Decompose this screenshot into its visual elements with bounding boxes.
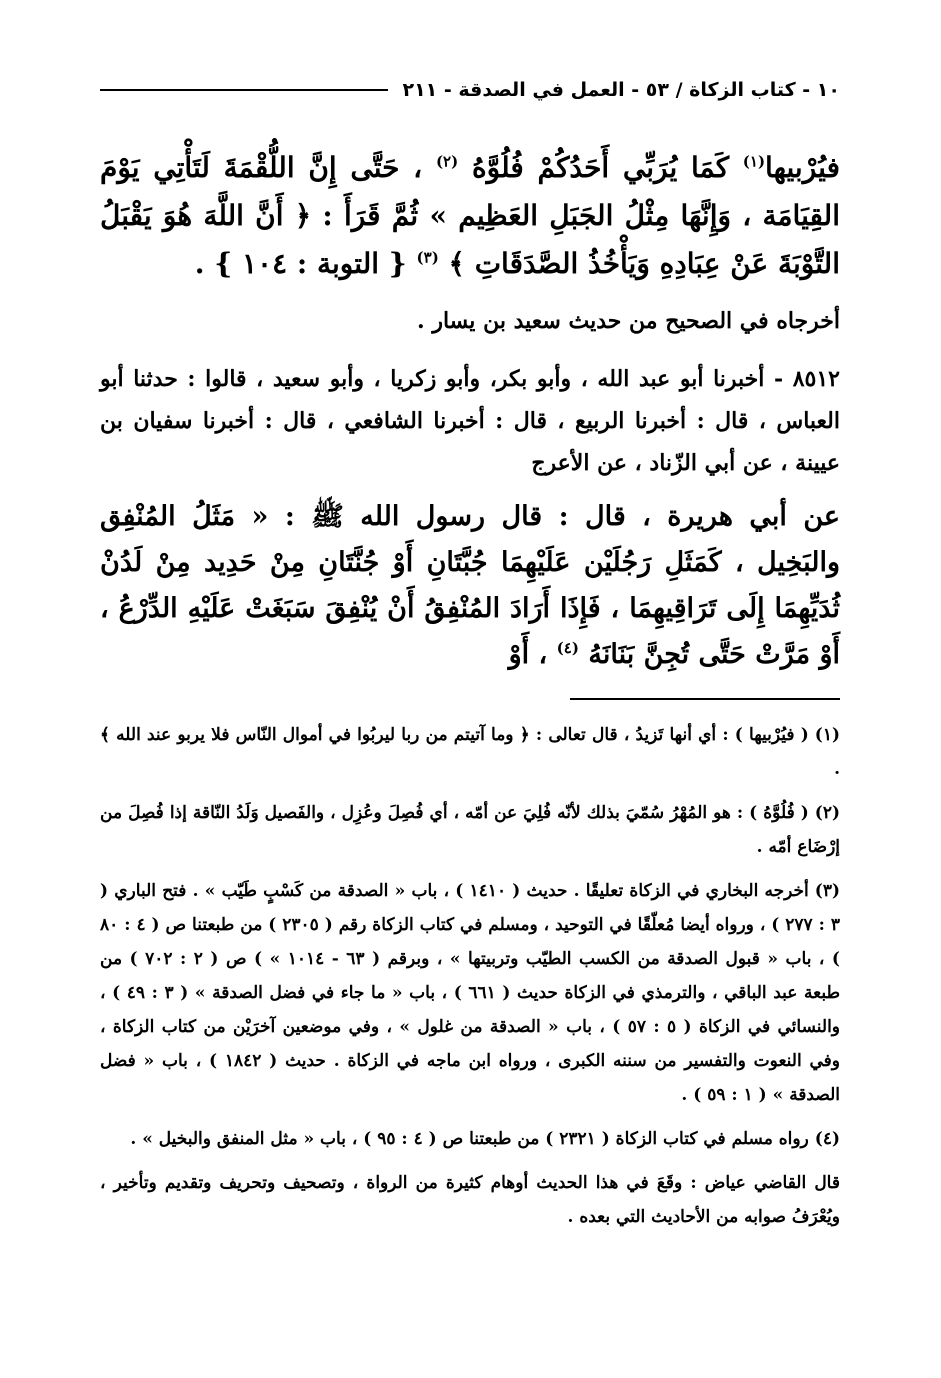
footnote-3: [100, 874, 840, 1112]
book-page: [100, 70, 840, 1251]
footnote-text: أخرجه البخاري في الزكاة تعليقًا . حديث ( ١٤١٠ ) ، باب « الصدقة من كَسْبٍ طَيّب » . فتح الباري ( ٣ : ٢٧٧ ) ، ورواه أيضا مُعلّقًا في التوحيد ، ومسلم في كتاب الزكاة رقم ( ٢٣٠٥ ) من طبعتنا ص ( ٤ : ٨٠ ) ، باب « قبول الصدقة من الكسب الطيّب وتربيتها » ، وبرقم ( ٦٣ - ١٠١٤ » ) ص ( ٢ : ٧٠٢ ) من طبعة عبد الباقي ، والترمذي في الزكاة حديث ( ٦٦١ ) ، باب « ما جاء في فضل الصدقة » ( ٣ : ٤٩ ) ، والنسائي في الزكاة ( ٥ : ٥٧ ) ، باب « الصدقة من غلول » ، وفي موضعين آخرَيْن من كتاب الزكاة ، وفي النعوت والتفسير من سننه الكبرى ، ورواه ابن ماجه في الزكاة . حديث ( ١٨٤٢ ) ، باب « فضل الصدقة » ( ١ : ٥٩ ) .: [100, 881, 841, 1105]
hadith-8512-matn-end: ، أَوْ: [508, 639, 548, 670]
hadith-8512-matn: [100, 494, 840, 678]
footnote-marker-1: (١): [742, 152, 766, 171]
hadith-continuation-end: ، حَتَّى إِنَّ اللُّقْمَةَ لَتَأْتِي يَوْمَ القِيَامَة ، وَإِنَّهَا مِثْلُ الجَبَلِ العَظِيم » ثُمَّ قَرَأَ : ﴿ أَنَّ اللَّهَ هُوَ يَقْبَلُ التَّوْبَةَ عَنْ عِبَادِهِ وَيَأْخُذُ الصَّدَقَاتِ ﴾: [100, 151, 840, 280]
footnote-1: [100, 718, 840, 786]
takhrij-note: أخرجاه في الصحيح من حديث سعيد بن يسار .: [417, 308, 840, 334]
hadith-continuation-mid: كَمَا يُرَبِّي أَحَدُكُمْ فُلُوَّهُ: [471, 151, 730, 184]
footnote-separator: [570, 698, 840, 700]
footnote-2: [100, 796, 840, 864]
footnote-number: (٤): [814, 1129, 840, 1149]
hadith-8512-isnad: ٨٥١٢ - أخبرنا أبو عبد الله ، وأبو بكر، وأبو زكريا ، وأبو سعيد ، قالوا : حدثنا أبو العباس ، قال : أخبرنا الربيع ، قال : أخبرنا الشافعي ، قال : أخبرنا سفيان بن عيينة ، عن أبي الزّناد ، عن الأعرج: [100, 366, 840, 476]
hadith-8512-matn-text: عن أبي هريرة ، قال : قال رسول الله ﷺ : « مَثَلُ المُنْفِق والبَخِيل ، كَمَثَلِ رَجُلَيْن عَلَيْهِمَا جُبَّتَانِ أَوْ جُنَّتَانِ مِنْ حَدِيد مِنْ لَدُنْ ثُدَيِّهِمَا إِلَى تَرَاقِيهِمَا ، فَإِذَا أَرَادَ المُنْفِقُ أَنْ يُنْفِقَ سَبَغَتْ عَلَيْهِ الدِّرْعُ ، أَوْ مَرَّتْ حَتَّى تُجِنَّ بَنَانَهُ: [100, 501, 840, 670]
main-text: [100, 144, 840, 678]
hadith-continuation-start: فيُرْبيها: [765, 151, 841, 184]
running-title: ١٠ - كتاب الزكاة / ٥٣ - العمل في الصدقة - ٢١١: [402, 79, 840, 101]
closing-note: قال القاضي عياض : وقَعَ في هذا الحديث أوهام كثيرة من الرواة ، وتصحيف وتحريف وتقديم وتأخير ، ويُعْرَفُ صوابه من الأحاديث التي بعده .: [100, 1173, 840, 1227]
footnote-marker-2: (٢): [435, 152, 459, 171]
footnote-text: ( فيُرْبيها ) : أي أنها تَزيدُ ، قال تعالى : ﴿ وما آتيتم من ربا ليربُوا في أموال النّاس فلا يربو عند الله ﴾ .: [100, 725, 840, 779]
footnotes: [100, 718, 840, 1156]
footnote-text: ( فُلُوَّهُ ) : هو المُهْرُ سُمّيَ بذلك لأنّه فُلِيَ عن أمّه ، أي فُصِلَ وعُزِل ، والفَصيل وَلَدُ النّاقة إذا فُصِلَ من إرْضَاع أمّه .: [100, 803, 840, 857]
footnote-marker-3: (٣): [416, 248, 439, 267]
footnote-marker-4: (٤): [556, 639, 579, 657]
footnote-number: (٣): [814, 881, 840, 901]
footnote-number: (٢): [814, 803, 840, 823]
footnote-text: رواه مسلم في كتاب الزكاة ( ٢٣٢١ ) من طبعتنا ص ( ٤ : ٩٥ ) ، باب « مثل المنفق والبخيل » .: [130, 1129, 809, 1149]
quran-reference: { التوبة : ١٠٤ } .: [194, 247, 407, 280]
footnote-4: [100, 1122, 840, 1156]
hadith-continuation: [100, 144, 840, 288]
footnote-number: (١): [814, 725, 840, 745]
header-rule: [100, 89, 388, 91]
page-header: [100, 70, 840, 110]
